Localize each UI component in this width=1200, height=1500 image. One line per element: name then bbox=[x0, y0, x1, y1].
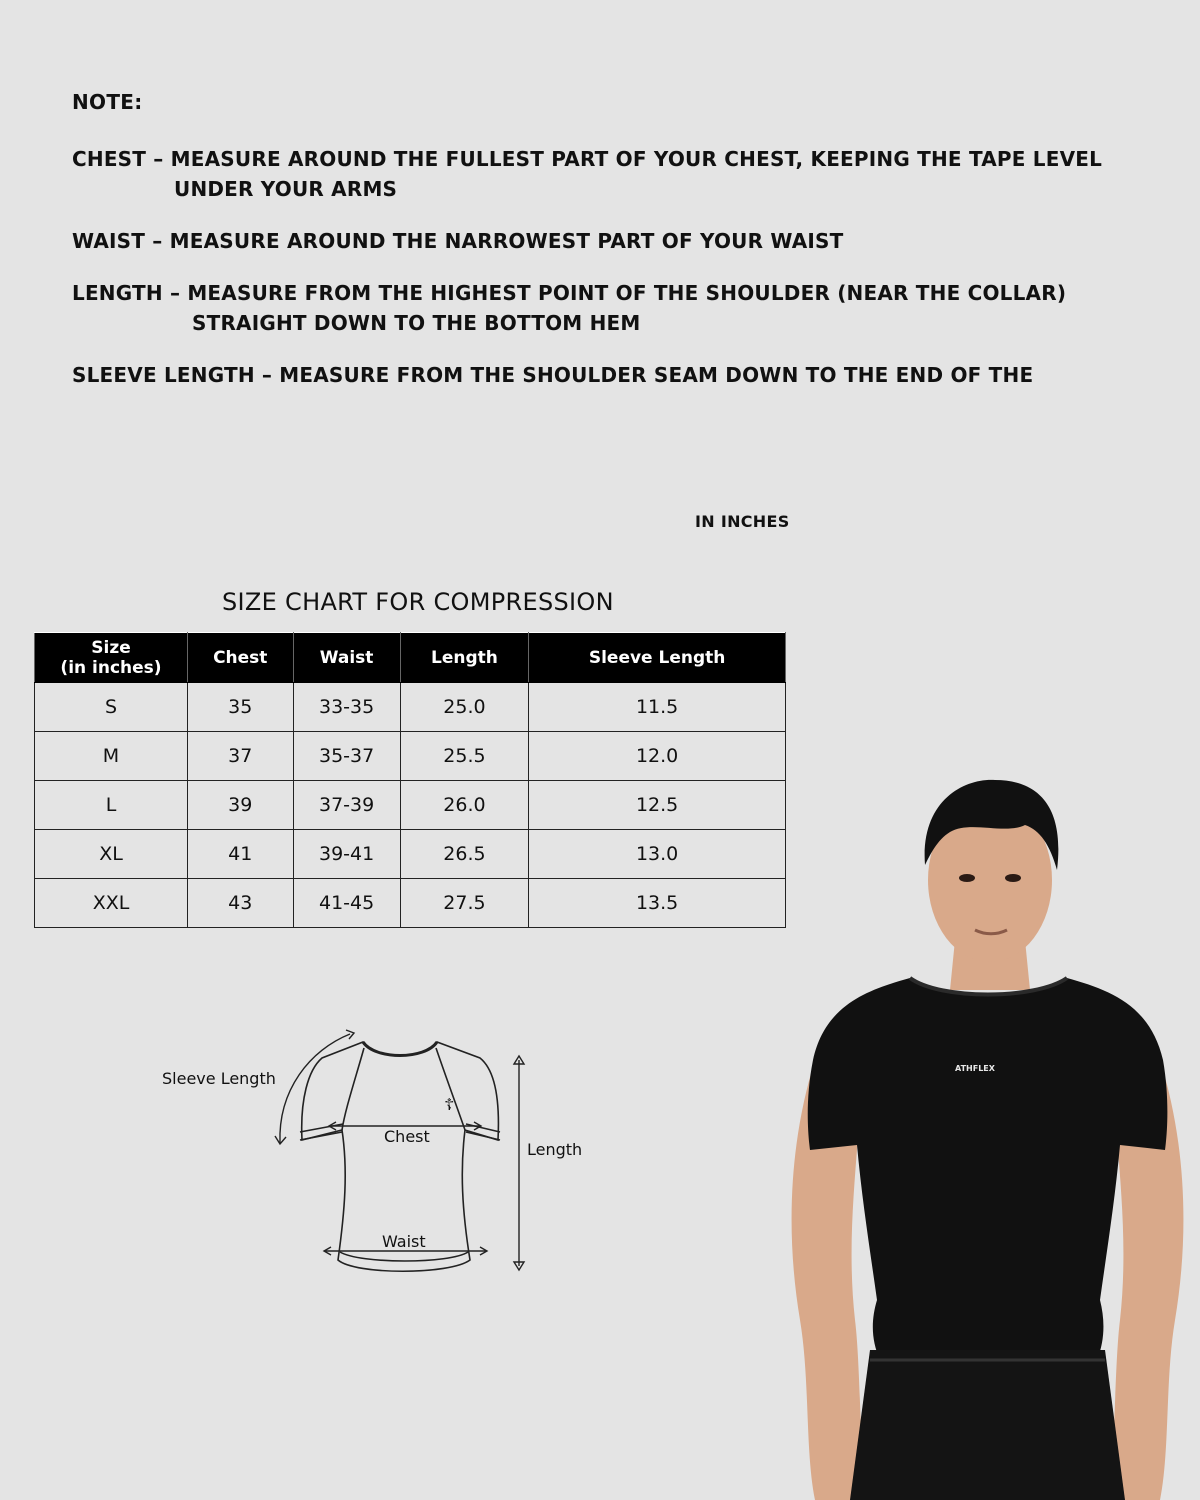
header-length: Length bbox=[400, 633, 529, 683]
cell-waist: 41-45 bbox=[293, 879, 400, 928]
measurement-diagram bbox=[150, 1020, 620, 1290]
model-shorts bbox=[850, 1350, 1125, 1500]
cell-sleeve-length: 13.5 bbox=[529, 879, 786, 928]
cell-sleeve-length: 13.0 bbox=[529, 830, 786, 879]
note-waist bbox=[72, 226, 1172, 256]
sleeve-length-label: Sleeve Length bbox=[162, 1069, 276, 1088]
length-arrow-icon bbox=[514, 1056, 524, 1270]
shirt-logo: ATHFLEX bbox=[955, 1064, 995, 1073]
note-length-cont: STRAIGHT DOWN TO THE BOTTOM HEM bbox=[192, 311, 641, 335]
cell-size: S bbox=[35, 683, 188, 732]
cell-chest: 39 bbox=[188, 781, 294, 830]
cell-length: 27.5 bbox=[400, 879, 529, 928]
note-sleeve bbox=[72, 360, 1172, 390]
cell-length: 26.0 bbox=[400, 781, 529, 830]
size-chart-title: SIZE CHART FOR COMPRESSION bbox=[222, 588, 614, 616]
cell-waist: 37-39 bbox=[293, 781, 400, 830]
cell-chest: 43 bbox=[188, 879, 294, 928]
table-row bbox=[35, 879, 786, 928]
model-photo bbox=[775, 760, 1200, 1500]
cell-chest: 37 bbox=[188, 732, 294, 781]
cell-waist: 35-37 bbox=[293, 732, 400, 781]
size-chart-table bbox=[34, 632, 786, 928]
cell-length: 25.5 bbox=[400, 732, 529, 781]
units-label: IN INCHES bbox=[695, 512, 790, 531]
cell-length: 26.5 bbox=[400, 830, 529, 879]
cell-chest: 35 bbox=[188, 683, 294, 732]
cell-chest: 41 bbox=[188, 830, 294, 879]
waist-label: Waist bbox=[382, 1232, 426, 1251]
note-chest-cont: UNDER YOUR ARMS bbox=[174, 177, 398, 201]
chest-label: Chest bbox=[384, 1127, 430, 1146]
model-shirt bbox=[808, 978, 1168, 1360]
length-label: Length bbox=[527, 1140, 583, 1159]
note-waist-text: WAIST – MEASURE AROUND THE NARROWEST PART OF YOUR WAIST bbox=[72, 229, 844, 253]
header-sleeve-length: Sleeve Length bbox=[529, 633, 786, 683]
note-sleeve-text: SLEEVE LENGTH – MEASURE FROM THE SHOULDER SEAM DOWN TO THE END OF THE bbox=[72, 363, 1034, 387]
header-waist: Waist bbox=[293, 633, 400, 683]
table-row bbox=[35, 683, 786, 732]
note-chest bbox=[72, 144, 1172, 204]
cell-waist: 33-35 bbox=[293, 683, 400, 732]
note-length-text: LENGTH – MEASURE FROM THE HIGHEST POINT OF THE SHOULDER (NEAR THE COLLAR) bbox=[72, 281, 1067, 305]
shirt-logo-mark-icon: ☦ bbox=[444, 1095, 455, 1114]
cell-sleeve-length: 12.0 bbox=[529, 732, 786, 781]
table-header-row bbox=[35, 633, 786, 683]
cell-size: M bbox=[35, 732, 188, 781]
note-title: NOTE: bbox=[72, 90, 143, 114]
table-row bbox=[35, 781, 786, 830]
measurement-notes bbox=[72, 90, 1172, 412]
cell-size: XXL bbox=[35, 879, 188, 928]
table-row bbox=[35, 732, 786, 781]
cell-size: L bbox=[35, 781, 188, 830]
cell-waist: 39-41 bbox=[293, 830, 400, 879]
note-chest-text: CHEST – MEASURE AROUND THE FULLEST PART OF YOUR CHEST, KEEPING THE TAPE LEVEL bbox=[72, 147, 1103, 171]
header-chest: Chest bbox=[188, 633, 294, 683]
cell-length: 25.0 bbox=[400, 683, 529, 732]
table-row bbox=[35, 830, 786, 879]
cell-sleeve-length: 12.5 bbox=[529, 781, 786, 830]
header-size: Size (in inches) bbox=[35, 633, 188, 683]
note-length bbox=[72, 278, 1172, 338]
cell-size: XL bbox=[35, 830, 188, 879]
cell-sleeve-length: 11.5 bbox=[529, 683, 786, 732]
